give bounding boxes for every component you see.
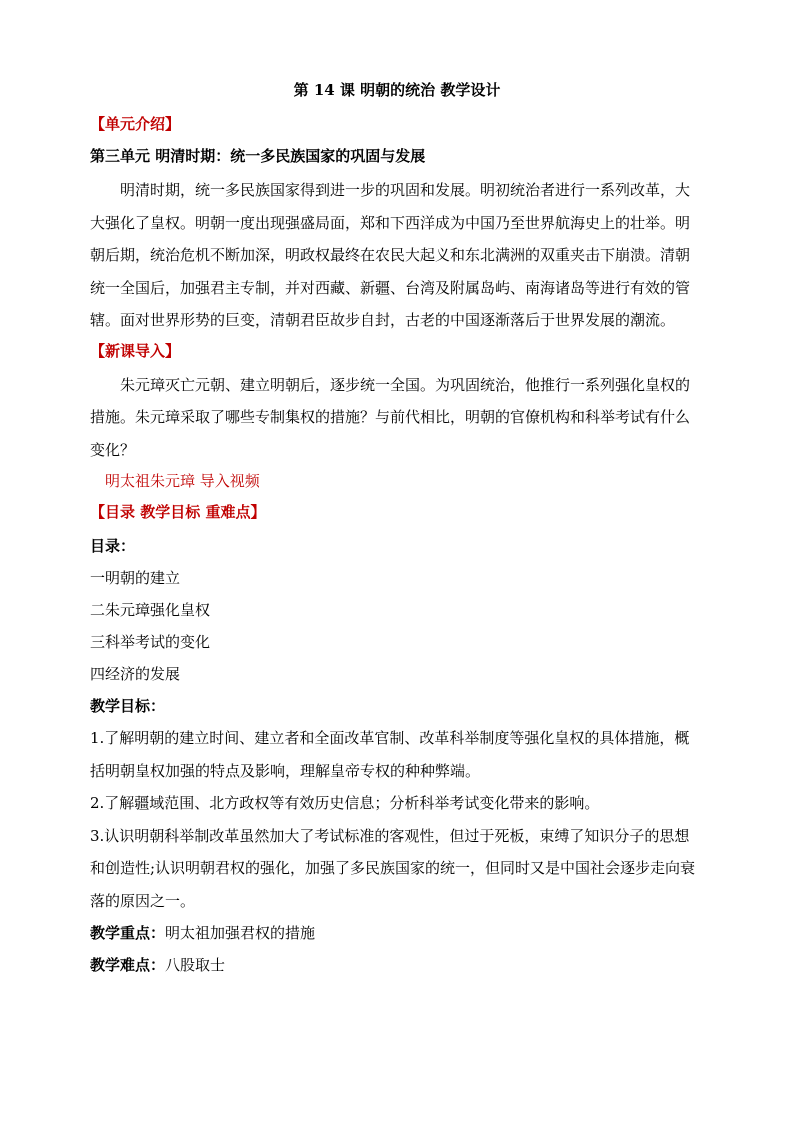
- difficulty-label: 教学难点：: [90, 956, 166, 974]
- toc-item: 一明朝的建立: [90, 569, 181, 587]
- new-lesson-paragraph: 朱元璋灭亡元朝、建立明朝后，逐步统一全国。为巩固统治，他推行一系列强化皇权的措施。朱元璋采取了哪些专制集权的措施？与前代相比，明朝的官僚机构和科举考试有什么变化？: [90, 375, 691, 459]
- intro-video-link[interactable]: 明太祖朱元璋 导入视频: [105, 472, 260, 490]
- new-lesson-heading: 【新课导入】: [90, 341, 181, 360]
- outline-heading: 【目录 教学目标 重难点】: [90, 503, 266, 521]
- document-body: [90, 110, 702, 981]
- toc-item: 三科举考试的变化: [90, 633, 211, 651]
- difficulty-row: [90, 949, 702, 981]
- toc-item: 四经济的发展: [90, 665, 181, 683]
- toc-item: 二朱元璋强化皇权: [90, 601, 211, 619]
- goal-item: 2.了解疆域范围、北方政权等有效历史信息；分析科举考试变化带来的影响。: [90, 794, 600, 812]
- unit-intro-heading: 【单元介绍】: [90, 115, 181, 133]
- key-point-label: 教学重点：: [90, 924, 166, 942]
- unit-intro-paragraph: 明清时期，统一多民族国家得到进一步的巩固和发展。明初统治者进行一系列改革，大大强化了皇权。明朝一度出现强盛局面，郑和下西洋成为中国乃至世界航海史上的壮举。明朝后期，统治危机不断加深，明政权最终在农民大起义和东北满洲的双重夹击下崩溃。清朝统一全国后，加强君主专制，并对西藏、新疆、台湾及附属岛屿、南海诸岛等进行有效的管辖。面对世界形势的巨变，清朝君臣故步自封，古老的中国逐渐落后于世界发展的潮流。: [90, 181, 691, 329]
- key-point-text: 明太祖加强君权的措施: [165, 924, 316, 942]
- key-point-row: [90, 917, 702, 949]
- goal-item: 3.认识明朝科举制改革虽然加大了考试标准的客观性，但过于死板，束缚了知识分子的思想和创造性;认识明朝君权的强化，加强了多民族国家的统一，但同时又是中国社会逐步走向衰落的原因之一。: [90, 826, 696, 910]
- goal-item: 1.了解明朝的建立时间、建立者和全面改革官制、改革科举制度等强化皇权的具体措施，概括明朝皇权加强的特点及影响，理解皇帝专权的种种弊端。: [90, 729, 690, 780]
- difficulty-text: 八股取士: [165, 956, 226, 974]
- lesson-title: 第 14 课 明朝的统治 教学设计: [293, 81, 501, 99]
- toc-label: 目录：: [90, 537, 136, 555]
- goals-label: 教学目标：: [90, 697, 166, 715]
- unit-title: 第三单元 明清时期：统一多民族国家的巩固与发展: [90, 147, 426, 165]
